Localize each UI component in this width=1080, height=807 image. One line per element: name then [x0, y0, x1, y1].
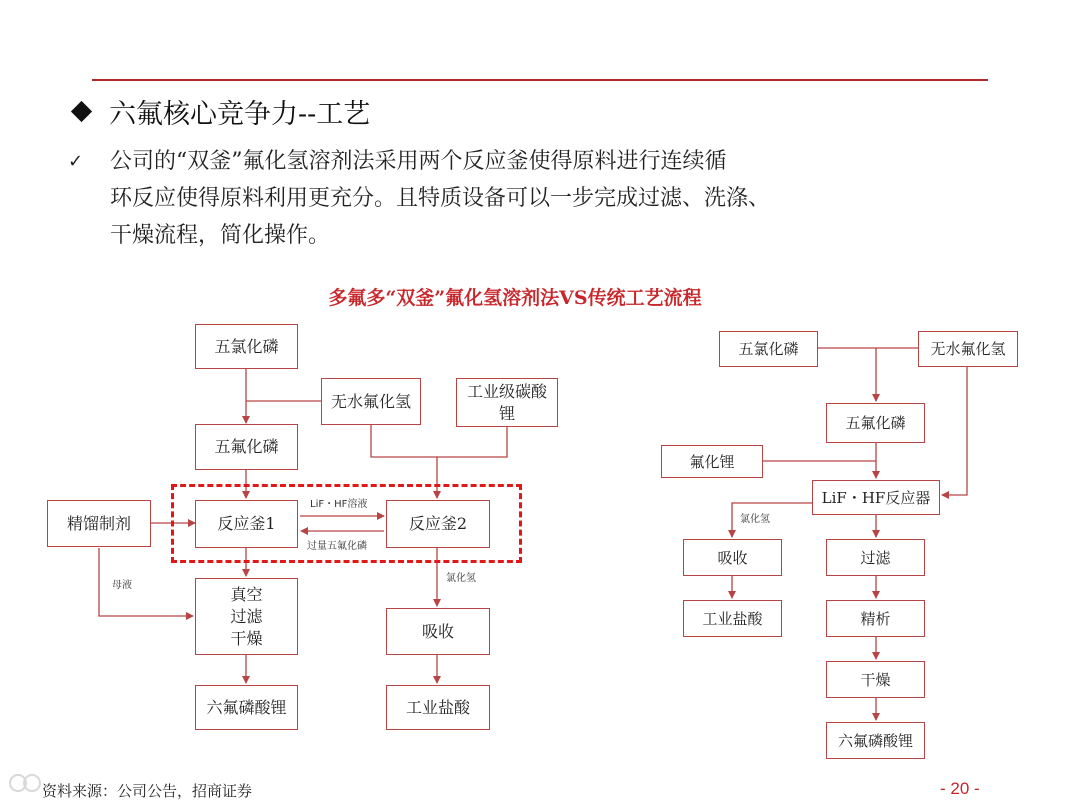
box-left-li2co3: 工业级碳酸 锂 [456, 378, 558, 427]
box-right-hcl-acid: 工业盐酸 [683, 600, 782, 637]
note-hcl-right: 氯化氢 [740, 514, 770, 525]
line-li2co3-join [437, 427, 507, 457]
box-right-ahf: 无水氟化氢 [918, 331, 1018, 367]
box-left-pcl5: 五氯化磷 [195, 324, 298, 369]
box-left-reactor1: 反应釜1 [195, 500, 298, 548]
box-left-hcl-acid: 工业盐酸 [386, 685, 490, 730]
heading-text: 六氟核心竞争力--工艺 [109, 99, 371, 130]
bullet-line-2: 环反应使得原料利用更充分。且特质设备可以一步完成过滤、洗涤、 [110, 186, 771, 211]
box-right-lif: 氟化锂 [661, 445, 763, 478]
box-right-filter: 过滤 [826, 539, 925, 576]
box-right-reactor: LiF・HF反应器 [812, 480, 940, 515]
box-left-ahf: 无水氟化氢 [321, 378, 421, 425]
bullet-line-1: 公司的“双釜”氟化氢溶剂法采用两个反应釜使得原料进行连续循 [110, 149, 727, 174]
box-left-pf5: 五氟化磷 [195, 424, 298, 470]
box-left-absorb: 吸收 [386, 608, 490, 655]
box-left-lipf6: 六氟磷酸锂 [195, 685, 298, 730]
box-right-dry: 干燥 [826, 661, 925, 698]
note-hcl-left: 氯化氢 [446, 573, 476, 584]
bullet-line-3: 干燥流程，简化操作。 [110, 223, 331, 248]
note-lif-hf-solution: LiF・HF溶液 [310, 499, 368, 510]
note-mother-liquor: 母液 [112, 580, 132, 591]
box-right-pf5: 五氟化磷 [826, 403, 925, 443]
box-left-reagent: 精馏制剂 [47, 500, 151, 547]
page-number: - 20 - [940, 779, 980, 798]
arrow-ahf-to-reactor [942, 367, 967, 495]
box-right-crystal: 精析 [826, 600, 925, 637]
box-left-vacuum-dry: 真空 过滤 干燥 [195, 578, 298, 655]
box-right-pcl5: 五氯化磷 [719, 331, 818, 367]
box-left-reactor2: 反应釜2 [386, 500, 490, 548]
diagram-title: 多氟多“双釜”氟化氢溶剂法VS传统工艺流程 [328, 287, 702, 309]
box-right-absorb: 吸收 [683, 539, 782, 576]
source-note: 资料来源：公司公告，招商证券 [42, 782, 253, 800]
box-right-lipf6: 六氟磷酸锂 [826, 722, 925, 759]
checkmark-icon: ✓ [68, 151, 84, 172]
note-excess-pf5: 过量五氟化磷 [307, 541, 367, 552]
